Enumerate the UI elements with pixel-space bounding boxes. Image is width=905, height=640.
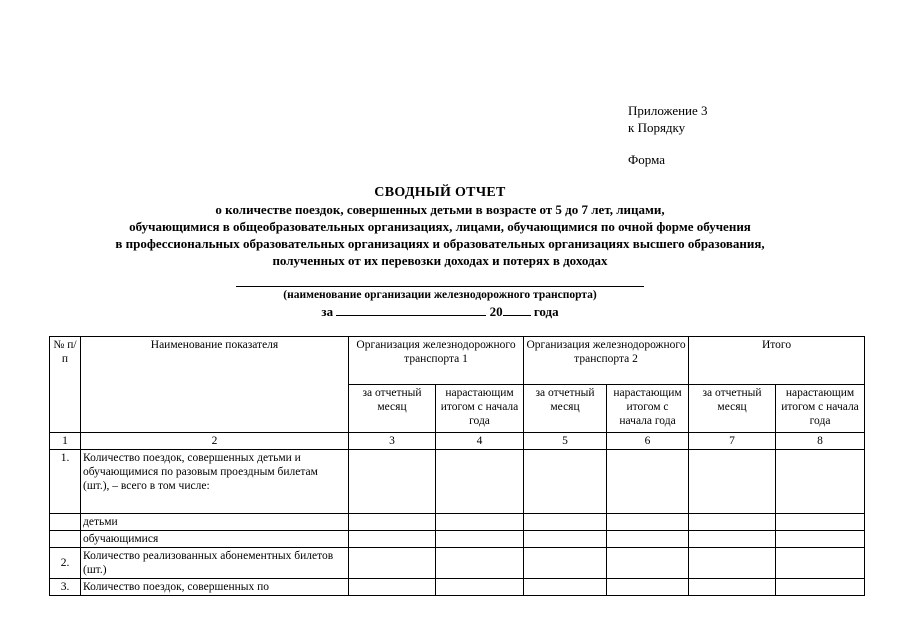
value-cell[interactable] (607, 450, 689, 514)
table-row (50, 450, 865, 514)
table-row (50, 531, 865, 548)
value-cell[interactable] (524, 579, 607, 596)
column-number: 6 (607, 433, 689, 450)
report-table (49, 336, 865, 596)
header-org1-month: за отчетный месяц (349, 385, 436, 433)
organization-name-caption: (наименование организации железнодорожного транспорта) (283, 289, 597, 301)
value-cell[interactable] (607, 579, 689, 596)
row-number: 2. (50, 548, 81, 579)
value-cell[interactable] (349, 514, 436, 531)
value-cell[interactable] (349, 450, 436, 514)
value-cell[interactable] (689, 531, 776, 548)
header-org-2: Организация железнодорожного транспорта 2 (524, 337, 689, 385)
column-number: 7 (689, 433, 776, 450)
row-indicator-text: детьми (81, 514, 349, 531)
table-row (50, 548, 865, 579)
value-cell[interactable] (776, 531, 865, 548)
column-number: 2 (81, 433, 349, 450)
row-number (50, 531, 81, 548)
period-year-prefix: 20 (489, 304, 503, 319)
value-cell[interactable] (436, 531, 524, 548)
column-number: 8 (776, 433, 865, 450)
header-org-1: Организация железнодорожного транспорта 1 (349, 337, 524, 385)
header-total: Итого (689, 337, 865, 385)
header-org2-cumulative: нарастающим итогом с начала года (607, 385, 689, 433)
table-row (50, 579, 865, 596)
report-subtitle-line-2: обучающимися в общеобразовательных организациях, лицами, обучающимися по очной форме обучения (129, 219, 751, 234)
form-label: Форма (628, 152, 665, 167)
annex-line-2: к Порядку (628, 120, 686, 135)
report-title: СВОДНЫЙ ОТЧЕТ (374, 185, 506, 200)
column-number-row (50, 433, 865, 450)
header-org2-month: за отчетный месяц (524, 385, 607, 433)
value-cell[interactable] (689, 450, 776, 514)
annex-reference (628, 102, 708, 136)
row-number (50, 514, 81, 531)
report-title-block (40, 184, 840, 269)
table-row (50, 514, 865, 531)
value-cell[interactable] (349, 579, 436, 596)
value-cell[interactable] (349, 548, 436, 579)
column-number: 1 (50, 433, 81, 450)
report-period (240, 303, 640, 320)
header-total-cumulative: нарастающим итогом с начала года (776, 385, 865, 433)
row-indicator-text: Количество поездок, совершенных детьми и обучающимися по разовым проездным билетам (шт.), – всего в том числе: (81, 450, 349, 514)
report-subtitle-line-3: в профессиональных образовательных организациях и образовательных организациях высшего образования, (115, 236, 765, 251)
value-cell[interactable] (607, 548, 689, 579)
value-cell[interactable] (524, 531, 607, 548)
organization-name-field[interactable] (236, 286, 644, 287)
column-number: 3 (349, 433, 436, 450)
header-indicator-name: Наименование показателя (81, 337, 349, 433)
value-cell[interactable] (776, 450, 865, 514)
value-cell[interactable] (524, 548, 607, 579)
row-number: 3. (50, 579, 81, 596)
period-prefix: за (321, 304, 334, 319)
row-indicator-text: Количество поездок, совершенных по (81, 579, 349, 596)
header-total-month: за отчетный месяц (689, 385, 776, 433)
value-cell[interactable] (349, 531, 436, 548)
row-indicator-text: обучающимися (81, 531, 349, 548)
value-cell[interactable] (776, 579, 865, 596)
period-month-field[interactable] (336, 303, 486, 316)
column-number: 5 (524, 433, 607, 450)
header-row-top (50, 337, 865, 385)
period-suffix: года (533, 304, 559, 319)
value-cell[interactable] (607, 531, 689, 548)
value-cell[interactable] (524, 450, 607, 514)
column-number: 4 (436, 433, 524, 450)
header-num: № п/п (50, 337, 81, 433)
row-number: 1. (50, 450, 81, 514)
header-org1-cumulative: нарастающим итогом с начала года (436, 385, 524, 433)
value-cell[interactable] (524, 514, 607, 531)
value-cell[interactable] (436, 450, 524, 514)
value-cell[interactable] (607, 514, 689, 531)
report-subtitle-line-1: о количестве поездок, совершенных детьми в возрасте от 5 до 7 лет, лицами, (215, 202, 665, 217)
value-cell[interactable] (436, 514, 524, 531)
period-year-field[interactable] (503, 303, 531, 316)
value-cell[interactable] (689, 579, 776, 596)
value-cell[interactable] (436, 548, 524, 579)
annex-line-1: Приложение 3 (628, 103, 708, 118)
row-indicator-text: Количество реализованных абонементных билетов (шт.) (81, 548, 349, 579)
report-subtitle-line-4: полученных от их перевозки доходах и потерях в доходах (272, 253, 608, 268)
value-cell[interactable] (689, 548, 776, 579)
value-cell[interactable] (776, 548, 865, 579)
value-cell[interactable] (436, 579, 524, 596)
value-cell[interactable] (689, 514, 776, 531)
value-cell[interactable] (776, 514, 865, 531)
